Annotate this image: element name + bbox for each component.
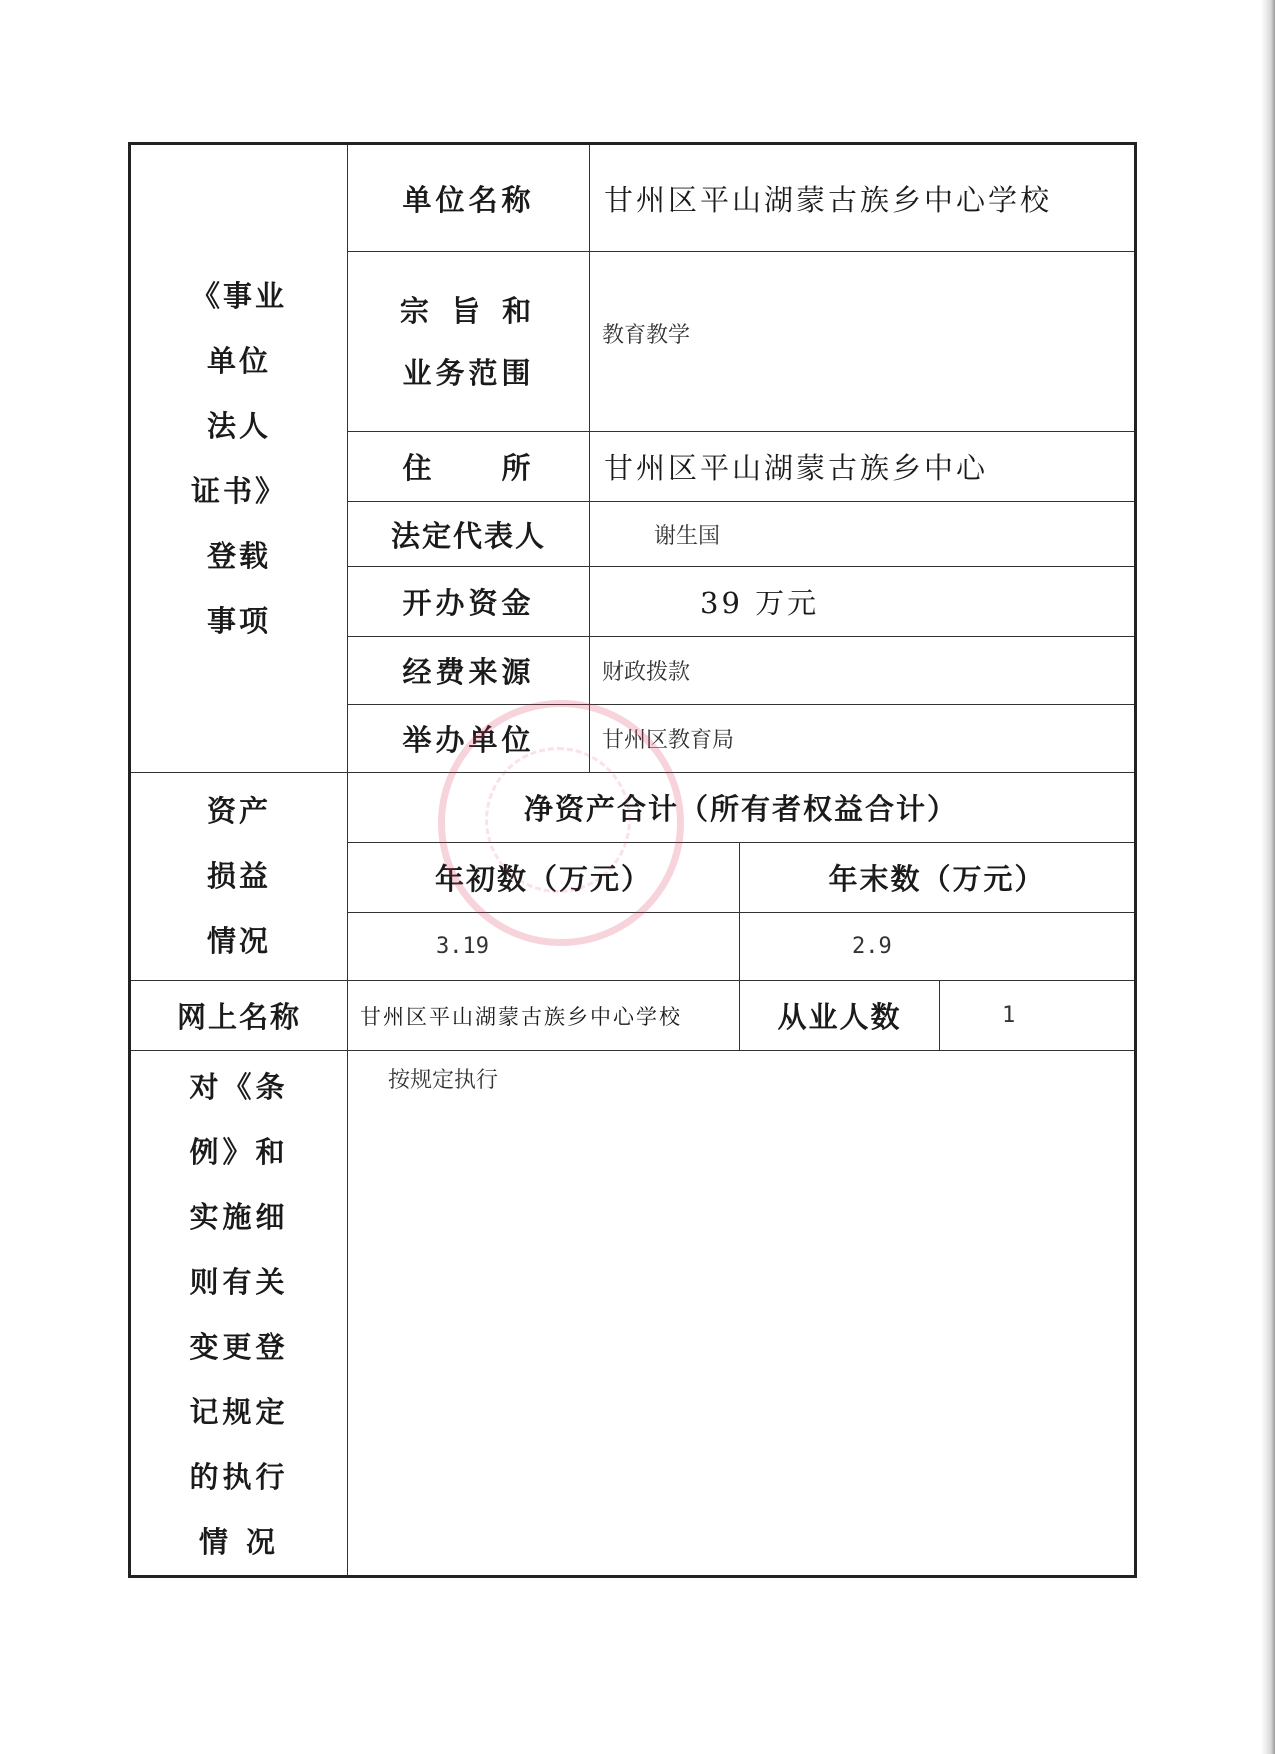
net-assets-header: 净资产合计（所有者权益合计） [348, 773, 1136, 843]
capital-label: 开办资金 [348, 567, 590, 637]
side-line: 登载 [206, 538, 271, 573]
funding-value: 财政拨款 [590, 637, 1136, 705]
side-line: 则有关 [189, 1265, 289, 1299]
legal-rep-label: 法定代表人 [348, 502, 590, 567]
side-line: 的执行 [189, 1460, 289, 1494]
side-line: 法人 [206, 408, 271, 443]
unit-name-value: 甘州区平山湖蒙古族乡中心学校 [590, 144, 1136, 252]
staff-count-label: 从业人数 [740, 981, 940, 1051]
address-label: 住 所 [348, 432, 590, 502]
side-line: 情 况 [198, 1525, 280, 1559]
row-online-name [130, 981, 1136, 1051]
side-line: 事项 [206, 603, 271, 638]
row-assets-header [130, 773, 1136, 843]
staff-count-value: 1 [940, 981, 1136, 1051]
online-name-value: 甘州区平山湖蒙古族乡中心学校 [348, 981, 740, 1051]
sponsor-value: 甘州区教育局 [590, 705, 1136, 773]
row-unit-name [130, 144, 1136, 252]
side-label-assets [130, 773, 348, 981]
side-line: 例》和 [189, 1135, 289, 1169]
compliance-value: 按规定执行 [348, 1051, 1136, 1577]
funding-label: 经费来源 [348, 637, 590, 705]
side-line: 资产 [206, 794, 271, 828]
side-line: 变更登 [189, 1330, 289, 1364]
side-label-compliance [130, 1051, 348, 1577]
end-year-label: 年末数（万元） [740, 843, 1136, 913]
purpose-value: 教育教学 [590, 252, 1136, 432]
capital-value: 39 万元 [590, 567, 1136, 637]
purpose-label-line2: 业务范围 [402, 355, 535, 390]
side-line: 情况 [206, 924, 271, 958]
side-label-registered-items [130, 144, 348, 773]
side-line: 证书》 [190, 473, 287, 508]
side-line: 对《条 [189, 1070, 289, 1104]
side-line: 《事业 [190, 278, 287, 313]
end-year-value: 2.9 [740, 913, 1136, 981]
sponsor-label: 举办单位 [348, 705, 590, 773]
begin-year-label: 年初数（万元） [348, 843, 740, 913]
row-compliance [130, 1051, 1136, 1577]
begin-year-value: 3.19 [348, 913, 740, 981]
side-line: 单位 [206, 343, 271, 378]
online-name-label: 网上名称 [130, 981, 348, 1051]
side-line: 记规定 [189, 1395, 289, 1429]
scan-edge [1261, 0, 1275, 1754]
purpose-label [348, 252, 590, 432]
legal-rep-value: 谢生国 [590, 502, 1136, 567]
address-value: 甘州区平山湖蒙古族乡中心 [590, 432, 1136, 502]
purpose-label-line1: 宗 旨 和 [399, 293, 538, 328]
registration-table [128, 142, 1137, 1578]
side-line: 实施细 [189, 1200, 289, 1234]
side-line: 损益 [206, 859, 271, 893]
unit-name-label: 单位名称 [348, 144, 590, 252]
